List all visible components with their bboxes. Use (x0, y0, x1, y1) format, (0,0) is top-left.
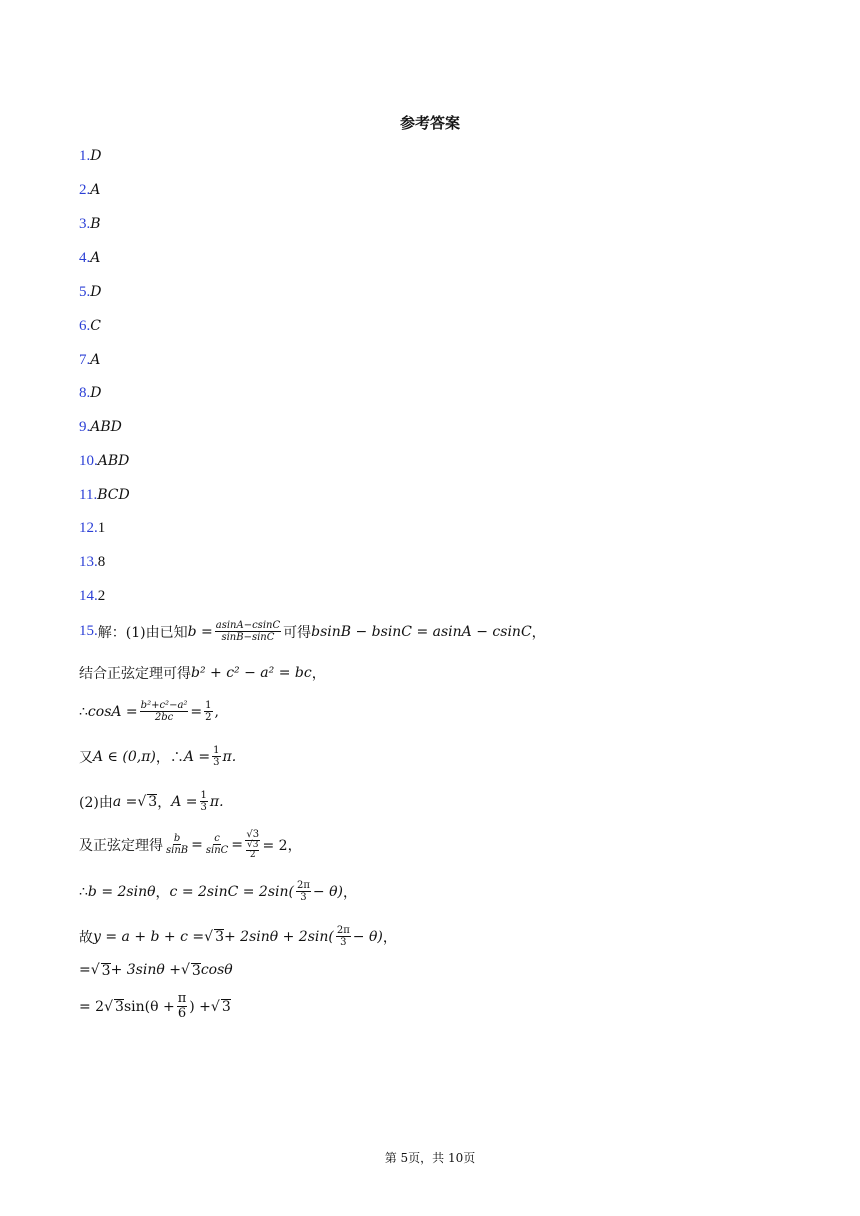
solution-line (79, 745, 236, 768)
math: π. (209, 793, 224, 810)
text: 及正弦定理得 (79, 837, 163, 854)
answer-value: D (90, 284, 102, 300)
text: = (191, 836, 203, 853)
answer-item (79, 451, 129, 471)
text: ， (382, 929, 397, 946)
fraction-denominator: 3 (213, 757, 220, 768)
solution-line (79, 620, 546, 643)
math: c = 2sinC = 2sin( (169, 883, 294, 900)
text: 可得 (283, 624, 312, 641)
page-footer: 第 5页，共 10页 (384, 1151, 476, 1165)
fraction-denominator: sinC (205, 845, 229, 856)
text: ， (343, 884, 357, 901)
answer-value: D (90, 148, 102, 164)
math: a = (112, 793, 138, 810)
answer-value: 8 (97, 554, 106, 570)
math: − θ) (352, 928, 383, 945)
nested-denominator: 2 (249, 850, 256, 860)
text: , (214, 703, 219, 720)
solution-line (79, 700, 219, 723)
sqrt-symbol: √ (210, 998, 220, 1015)
text: 解：(1)由已知 (97, 624, 188, 641)
fraction-denominator: 3 (200, 802, 207, 813)
text: ， (531, 624, 546, 641)
fraction-denominator: sinB−sinC (221, 632, 275, 643)
answer-value: B (90, 216, 101, 232)
math: A = (171, 793, 198, 810)
math: cosθ (200, 962, 233, 978)
answer-item (79, 350, 100, 370)
answer-number: 5. (79, 284, 91, 300)
math: + 2sinθ + 2sin( (223, 928, 334, 945)
solution-line (79, 663, 326, 683)
answer-value: ABD (90, 419, 122, 435)
fraction (212, 745, 220, 768)
solution-line (79, 880, 357, 903)
fraction (215, 620, 281, 643)
answer-number: 1. (79, 148, 91, 164)
answer-number: 14. (79, 588, 98, 604)
math: + 3sinθ + (110, 962, 181, 978)
fraction-numerator: 2π (296, 880, 310, 891)
fraction-numerator: 1 (213, 745, 220, 756)
answer-number: 9. (79, 419, 91, 435)
fraction-denominator: 6 (177, 1006, 187, 1021)
fraction-numerator: 1 (200, 790, 207, 801)
answer-item (79, 485, 130, 505)
answer-number: 4. (79, 250, 91, 266)
solution-line (79, 925, 397, 948)
fraction (205, 833, 229, 856)
fraction-numerator: c (214, 833, 220, 844)
text: = 2， (262, 837, 302, 854)
solution-line (79, 992, 231, 1021)
text: ， (157, 794, 172, 811)
math: b² + c² − a² = bc (191, 665, 312, 681)
sqrt-symbol: √ (90, 962, 100, 978)
answer-number: 13. (79, 554, 98, 570)
answer-value: 1 (97, 520, 106, 536)
text: = (79, 962, 91, 978)
fraction (177, 992, 188, 1021)
answer-value: D (90, 385, 102, 401)
answer-item (79, 214, 101, 234)
text: = (231, 836, 244, 853)
fraction (140, 700, 189, 723)
page-title: 参考答案 (399, 114, 460, 132)
math: A = (183, 748, 211, 765)
answer-item (79, 248, 100, 268)
fraction (200, 790, 208, 813)
fraction-denominator: 3 (340, 937, 347, 948)
text: ∴ (79, 703, 88, 720)
fraction (245, 829, 260, 860)
answer-item (79, 383, 101, 403)
answer-number: 2. (79, 182, 91, 198)
solution-line (79, 790, 224, 813)
sqrt-symbol: √ (137, 793, 147, 810)
answer-item (79, 518, 105, 538)
sqrt-radicand: 3 (101, 962, 111, 979)
text: 又 (79, 749, 93, 766)
fraction-numerator: asinA−csinC (215, 620, 281, 631)
math: b = 2sinθ (87, 883, 156, 900)
solution-line (79, 829, 302, 860)
math: A ∈ (0,π) (93, 748, 156, 765)
math: y = a + b + c = (93, 928, 205, 945)
math: bsinB − bsinC = asinA − csinC (311, 623, 532, 640)
answer-number: 11. (79, 487, 98, 503)
sqrt-radicand: 3 (221, 999, 231, 1015)
text: (2)由 (79, 794, 113, 811)
fraction-denominator: 2bc (154, 712, 174, 723)
answer-item (79, 146, 101, 166)
fraction-denominator: 3 (300, 892, 307, 903)
answer-number: 8. (79, 385, 91, 401)
sqrt-symbol: √ (204, 928, 214, 945)
math: π. (222, 748, 237, 765)
text: ， (155, 884, 170, 901)
fraction (165, 833, 189, 856)
text: = 2 (79, 998, 105, 1015)
text: = (190, 703, 203, 720)
answer-value: ABD (97, 453, 130, 469)
sqrt-radicand: 3 (215, 929, 224, 945)
answer-item (79, 586, 105, 606)
answer-value: BCD (97, 487, 130, 503)
answer-value: C (90, 318, 101, 334)
nested-numerator: √3 (247, 840, 259, 850)
fraction-numerator: √3 (246, 829, 260, 840)
text: ，∴ (155, 749, 184, 766)
sqrt-radicand: 3 (191, 962, 201, 979)
fraction (296, 880, 311, 903)
sqrt-radicand: 3 (148, 794, 158, 810)
text: ， (311, 666, 326, 682)
fraction (336, 925, 351, 948)
sqrt-symbol: √ (180, 962, 190, 978)
fraction (204, 700, 212, 723)
text: 结合正弦定理可得 (79, 666, 191, 682)
fraction-numerator: b (173, 833, 181, 844)
answer-number: 15. (79, 623, 98, 639)
fraction-numerator: π (177, 991, 187, 1006)
fraction-denominator (245, 841, 260, 860)
answer-number: 6. (79, 318, 91, 334)
answer-item (79, 282, 101, 302)
answer-number: 12. (79, 520, 98, 536)
fraction-numerator: 2π (336, 925, 350, 936)
answer-item (79, 180, 100, 200)
math: cosA = (87, 703, 138, 720)
text: 故 (79, 929, 93, 946)
fraction-numerator: 1 (205, 700, 212, 711)
answer-value: A (90, 352, 101, 368)
answer-value: A (90, 250, 101, 266)
sqrt-symbol: √ (104, 998, 114, 1015)
fraction-denominator: 2 (205, 712, 212, 723)
answer-item (79, 417, 122, 437)
math: sin(θ + (123, 998, 175, 1015)
answer-value: 2 (97, 588, 106, 604)
fraction-numerator: b²+c²−a² (140, 700, 188, 711)
sqrt-radicand: 3 (115, 999, 124, 1015)
fraction-denominator: sinB (166, 845, 189, 856)
answer-number: 7. (79, 352, 91, 368)
answer-item (79, 552, 105, 572)
math: − θ) (312, 883, 343, 900)
answer-value: A (90, 182, 101, 198)
answer-number: 3. (79, 216, 91, 232)
text: ∴ (79, 883, 88, 900)
solution-line (79, 962, 233, 978)
math: ) + (189, 998, 211, 1015)
answer-number: 10. (79, 453, 98, 469)
answer-item (79, 316, 101, 336)
math: b = (187, 623, 213, 640)
